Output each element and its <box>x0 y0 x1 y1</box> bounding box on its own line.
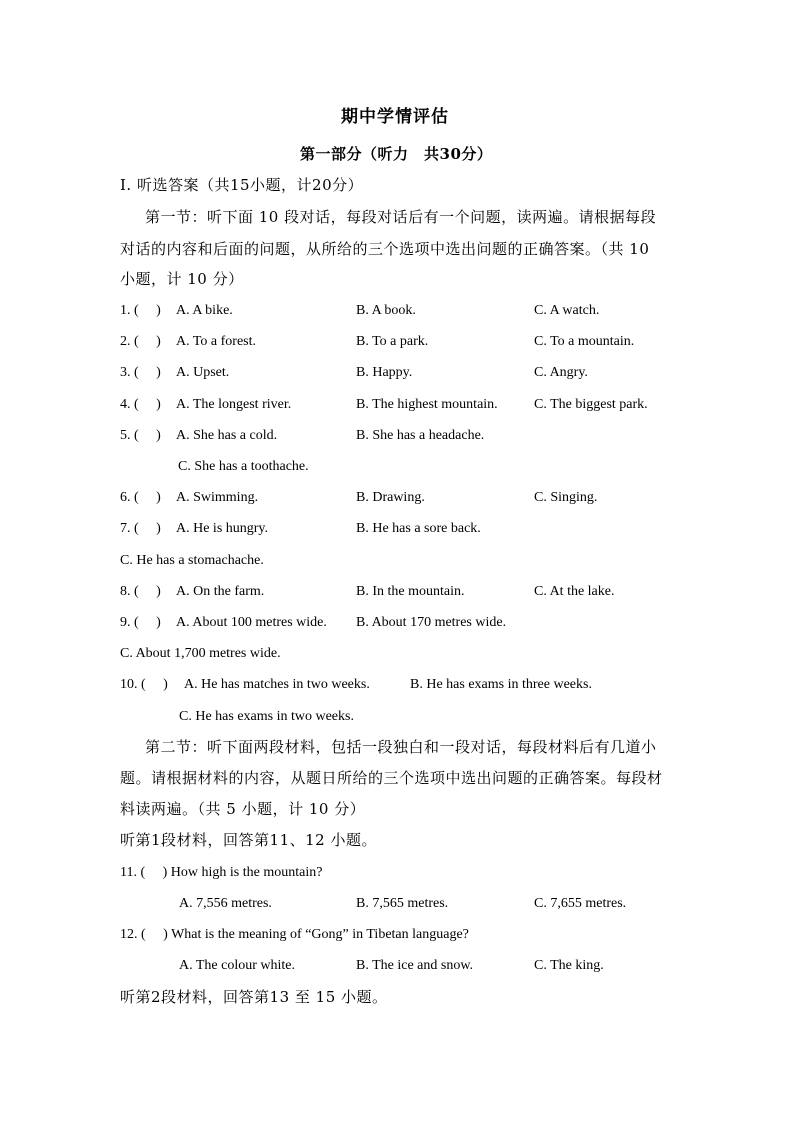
question-8-option-a: A. On the farm. <box>176 584 265 599</box>
question-3-option-a: A. Upset. <box>176 365 230 380</box>
question-2-number: 2. ( ) <box>120 334 161 349</box>
exam-title: 期中学情评估 <box>341 107 449 127</box>
question-7-option-a: A. He is hungry. <box>176 521 269 536</box>
question-1-number: 1. ( ) <box>120 303 161 318</box>
section1-instructions-line1: 第一节：听下面 10 段对话，每段对话后有一个问题，读两遍。请根据每段 <box>145 208 657 226</box>
question-4-number: 4. ( ) <box>120 397 161 412</box>
question-6-number: 6. ( ) <box>120 490 161 505</box>
question-4-option-b: B. The highest mountain. <box>356 397 498 412</box>
part-heading: 第一部分（听力 共30分） <box>300 145 493 163</box>
question-11-stem: 11. ( ) How high is the mountain? <box>120 865 323 880</box>
question-11-option-b: B. 7,565 metres. <box>356 896 449 911</box>
question-7-number: 7. ( ) <box>120 521 161 536</box>
question-9-option-b: B. About 170 metres wide. <box>356 615 507 630</box>
question-9-option-a: A. About 100 metres wide. <box>176 615 327 630</box>
question-2-option-b: B. To a park. <box>356 334 429 349</box>
question-1-option-a: A. A bike. <box>176 303 233 318</box>
question-8-option-c: C. At the lake. <box>534 584 615 599</box>
question-9-option-c: C. About 1,700 metres wide. <box>120 646 281 661</box>
question-7-option-b: B. He has a sore back. <box>356 521 481 536</box>
material-1-heading: 听第1段材料，回答第11、12 小题。 <box>120 831 377 849</box>
question-3-option-b: B. Happy. <box>356 365 413 380</box>
question-10-option-c: C. He has exams in two weeks. <box>179 709 354 724</box>
question-4-option-a: A. The longest river. <box>176 397 292 412</box>
question-12-option-a: A. The colour white. <box>179 958 295 973</box>
question-10-option-a: A. He has matches in two weeks. <box>184 677 370 692</box>
section1-instructions-line3: 小题，计 10 分） <box>120 270 244 288</box>
question-5-option-b: B. She has a headache. <box>356 428 485 443</box>
question-6-option-c: C. Singing. <box>534 490 598 505</box>
question-4-option-c: C. The biggest park. <box>534 397 648 412</box>
question-2-option-a: A. To a forest. <box>176 334 257 349</box>
question-5-number: 5. ( ) <box>120 428 161 443</box>
question-11-option-c: C. 7,655 metres. <box>534 896 627 911</box>
question-10-option-b: B. He has exams in three weeks. <box>410 677 592 692</box>
section-heading: I. 听选答案（共15小题，计20分） <box>120 176 364 194</box>
question-6-option-b: B. Drawing. <box>356 490 425 505</box>
question-9-number: 9. ( ) <box>120 615 161 630</box>
question-3-option-c: C. Angry. <box>534 365 588 380</box>
section2-instructions-line2: 题。请根据材料的内容，从题日所给的三个选项中选出问题的正确答案。每段材 <box>120 769 663 787</box>
question-12-option-c: C. The king. <box>534 958 604 973</box>
question-12-option-b: B. The ice and snow. <box>356 958 474 973</box>
question-1-option-c: C. A watch. <box>534 303 600 318</box>
question-3-number: 3. ( ) <box>120 365 161 380</box>
question-7-option-c: C. He has a stomachache. <box>120 553 264 568</box>
question-1-option-b: B. A book. <box>356 303 416 318</box>
question-5-option-a: A. She has a cold. <box>176 428 278 443</box>
question-5-option-c: C. She has a toothache. <box>178 459 309 474</box>
section1-instructions-line2: 对话的内容和后面的问题，从所给的三个选项中选出问题的正确答案。（共 10 <box>120 240 650 258</box>
question-6-option-a: A. Swimming. <box>176 490 259 505</box>
section2-instructions-line1: 第二节：听下面两段材料，包括一段独白和一段对话，每段材料后有几道小 <box>145 738 657 756</box>
question-8-number: 8. ( ) <box>120 584 161 599</box>
material-2-heading: 听第2段材料，回答第13 至 15 小题。 <box>120 988 388 1006</box>
question-12-stem: 12. ( ) What is the meaning of “Gong” in Tibetan language? <box>120 927 469 942</box>
section2-instructions-line3: 料读两遍。（共 5 小题，计 10 分） <box>120 800 366 818</box>
question-8-option-b: B. In the mountain. <box>356 584 465 599</box>
question-10-number: 10. ( ) <box>120 677 168 692</box>
question-11-option-a: A. 7,556 metres. <box>179 896 272 911</box>
question-2-option-c: C. To a mountain. <box>534 334 635 349</box>
